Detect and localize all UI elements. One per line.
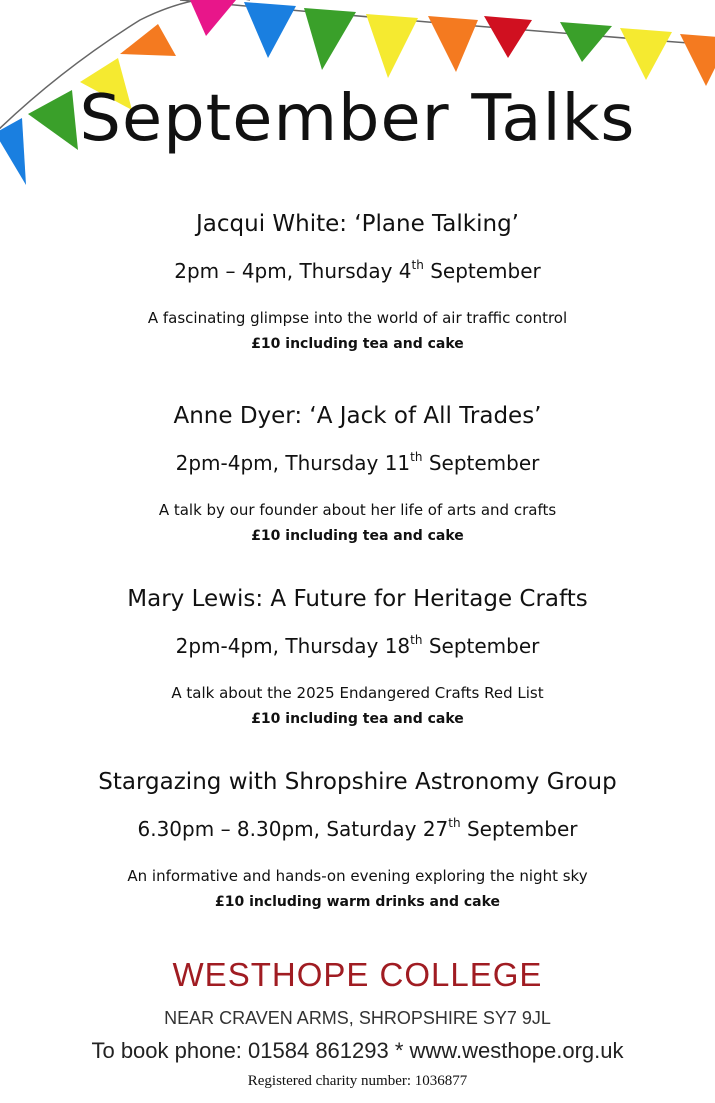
event-description: An informative and hands-on evening exploring the night sky — [127, 867, 588, 885]
event-price: £10 including tea and cake — [251, 528, 464, 544]
event-heading: Stargazing with Shropshire Astronomy Group — [98, 769, 617, 795]
event-description: A talk by our founder about her life of arts and crafts — [158, 501, 557, 519]
bunting-flag — [484, 16, 532, 58]
event-time-suffix: th — [411, 258, 424, 272]
bunting-flag — [366, 14, 418, 78]
page-title: September Talks — [79, 82, 636, 156]
event-time-month: September — [460, 817, 578, 841]
bunting-flag — [620, 28, 672, 80]
event-4 — [0, 768, 715, 912]
event-time — [0, 258, 715, 284]
event-time-main: 2pm-4pm, Thursday 11 — [175, 451, 411, 475]
event-time — [0, 450, 715, 476]
bunting-flag — [680, 34, 715, 86]
college-name: WESTHOPE COLLEGE — [172, 956, 543, 993]
bunting-flag — [304, 8, 356, 70]
event-price: £10 including tea and cake — [251, 336, 464, 352]
event-heading: Anne Dyer: ‘A Jack of All Trades’ — [173, 403, 542, 429]
event-time-suffix: th — [410, 450, 423, 464]
bunting-flag — [190, 0, 236, 36]
event-time-month: September — [422, 451, 540, 475]
bunting-flag — [244, 2, 296, 58]
booking-info: To book phone: 01584 861293 * www.westhope.org.uk — [91, 1038, 624, 1063]
event-time — [0, 816, 715, 842]
event-heading: Jacqui White: ‘Plane Talking’ — [196, 211, 519, 237]
event-time-suffix: th — [410, 633, 423, 647]
bunting-flag — [560, 22, 612, 62]
event-time-main: 2pm – 4pm, Thursday 4 — [174, 259, 412, 283]
event-description: A talk about the 2025 Endangered Crafts Red List — [171, 684, 544, 702]
event-price: £10 including tea and cake — [251, 711, 464, 727]
event-time-suffix: th — [448, 816, 461, 830]
event-heading: Mary Lewis: A Future for Heritage Crafts — [127, 586, 588, 612]
event-time-month: September — [423, 259, 541, 283]
event-time-main: 6.30pm – 8.30pm, Saturday 27 — [137, 817, 449, 841]
event-1 — [0, 210, 715, 354]
event-description: A fascinating glimpse into the world of air traffic control — [147, 309, 568, 327]
college-address: NEAR CRAVEN ARMS, SHROPSHIRE SY7 9JL — [164, 1008, 551, 1028]
charity-number: Registered charity number: 1036877 — [247, 1073, 468, 1089]
event-time-main: 2pm-4pm, Thursday 18 — [175, 634, 411, 658]
event-time — [0, 633, 715, 659]
event-2 — [0, 402, 715, 546]
bunting-flag — [120, 24, 176, 56]
bunting-flag — [428, 16, 478, 72]
event-time-month: September — [422, 634, 540, 658]
event-3 — [0, 585, 715, 729]
event-price: £10 including warm drinks and cake — [214, 894, 501, 910]
